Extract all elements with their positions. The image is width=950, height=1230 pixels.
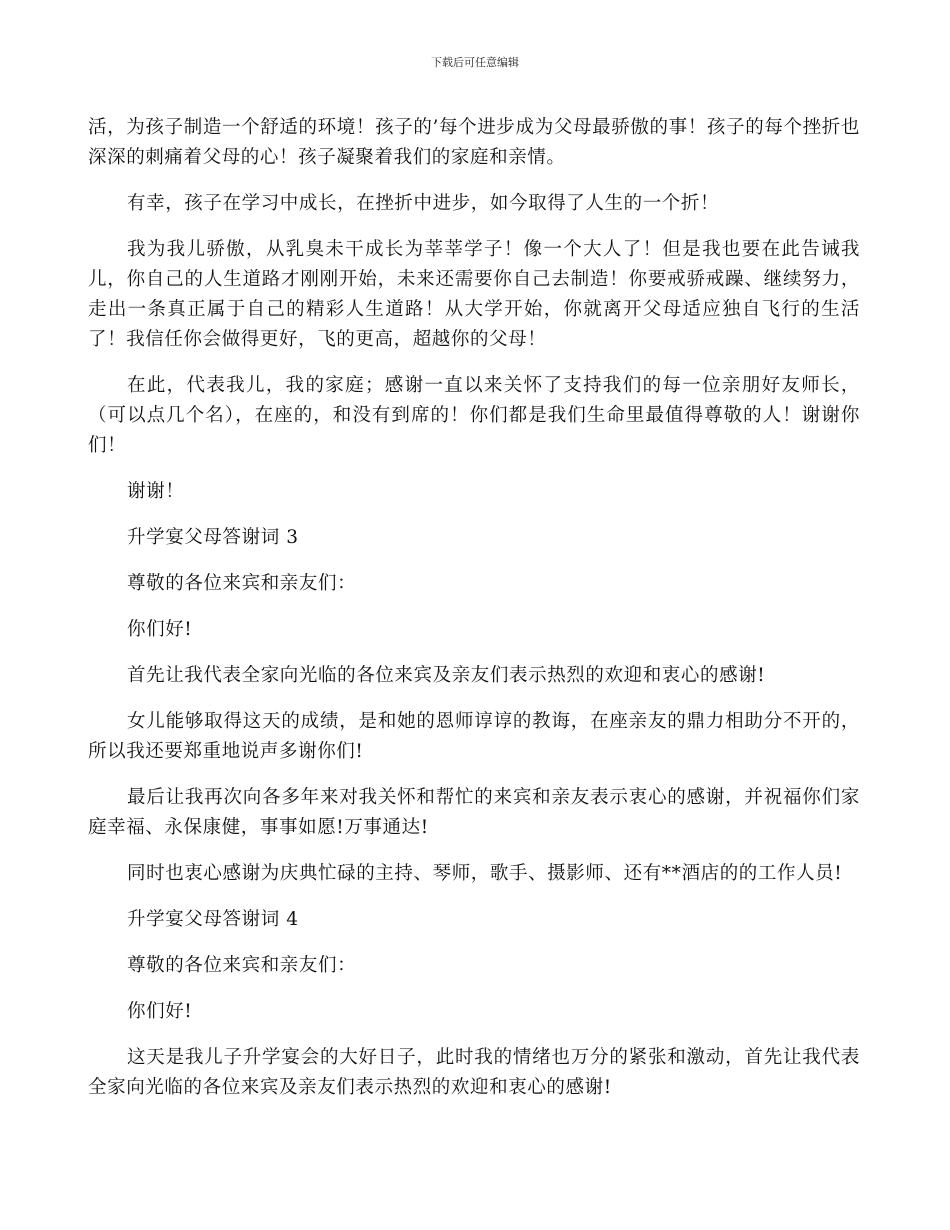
paragraph-3: 我为我儿骄傲，从乳臭未干成长为莘莘学子！像一个大人了！但是我也要在此告诫我儿，你自己的人生道路才刚刚开始，未来还需要你自己去制造！你要戒骄戒躁、继续努力，走出一条真正属于自己的精彩人生道路！从大学开始，你就离开父母适应独自飞行的生活了！我信任你会做得更好，飞的更高，超越你的父母！ — [88, 239, 860, 350]
paragraph-12: 同时也衷心感谢为庆典忙碌的主持、琴师，歌手、摄影师、还有**酒店的的工作人员! — [127, 863, 843, 884]
paragraph-16: 这天是我儿子升学宴会的大好日子，此时我的情绪也万分的紧张和激动，首先让我代表全家向光临的各位来宾及亲友们表示热烈的欢迎和衷心的感谢! — [88, 1047, 860, 1098]
section-heading-3: 升学宴父母答谢词 3 — [127, 527, 299, 548]
salutation-2: 尊敬的各位来宾和亲友们： — [127, 955, 357, 976]
greeting: 你们好! — [127, 619, 193, 640]
paragraph-5: 谢谢！ — [127, 481, 185, 502]
paragraph-4: 在此，代表我儿，我的家庭；感谢一直以来关怀了支持我们的每一位亲朋好友师长，（可以点几个名），在座的，和没有到席的！你们都是我们生命里最值得尊敬的人！谢谢你们！ — [88, 375, 860, 456]
paragraph-10: 女儿能够取得这天的成绩，是和她的恩师谆谆的教诲，在座亲友的鼎力相助分不开的，所以我还要郑重地说声多谢你们! — [88, 711, 860, 762]
paragraph-11: 最后让我再次向各多年来对我关怀和帮忙的来宾和亲友表示衷心的感谢，并祝福你们家庭幸福、永保康健，事事如愿!万事通达! — [88, 787, 860, 838]
greeting-2: 你们好! — [127, 1001, 193, 1022]
paragraph-1: 活，为孩子制造一个舒适的环境！孩子的’每个进步成为父母最骄傲的事！孩子的每个挫折也深深的刺痛着父母的心！孩子凝聚着我们的家庭和亲情。 — [88, 117, 860, 168]
paragraph-2: 有幸，孩子在学习中成长，在挫折中进步，如今取得了人生的一个折！ — [127, 193, 720, 214]
page-header: 下载后可任意编辑 — [431, 56, 519, 69]
paragraph-9: 首先让我代表全家向光临的各位来宾及亲友们表示热烈的欢迎和衷心的感谢! — [127, 665, 766, 686]
salutation: 尊敬的各位来宾和亲友们： — [127, 573, 357, 594]
document-body — [88, 113, 860, 1103]
section-heading-4: 升学宴父母答谢词 4 — [127, 909, 299, 930]
